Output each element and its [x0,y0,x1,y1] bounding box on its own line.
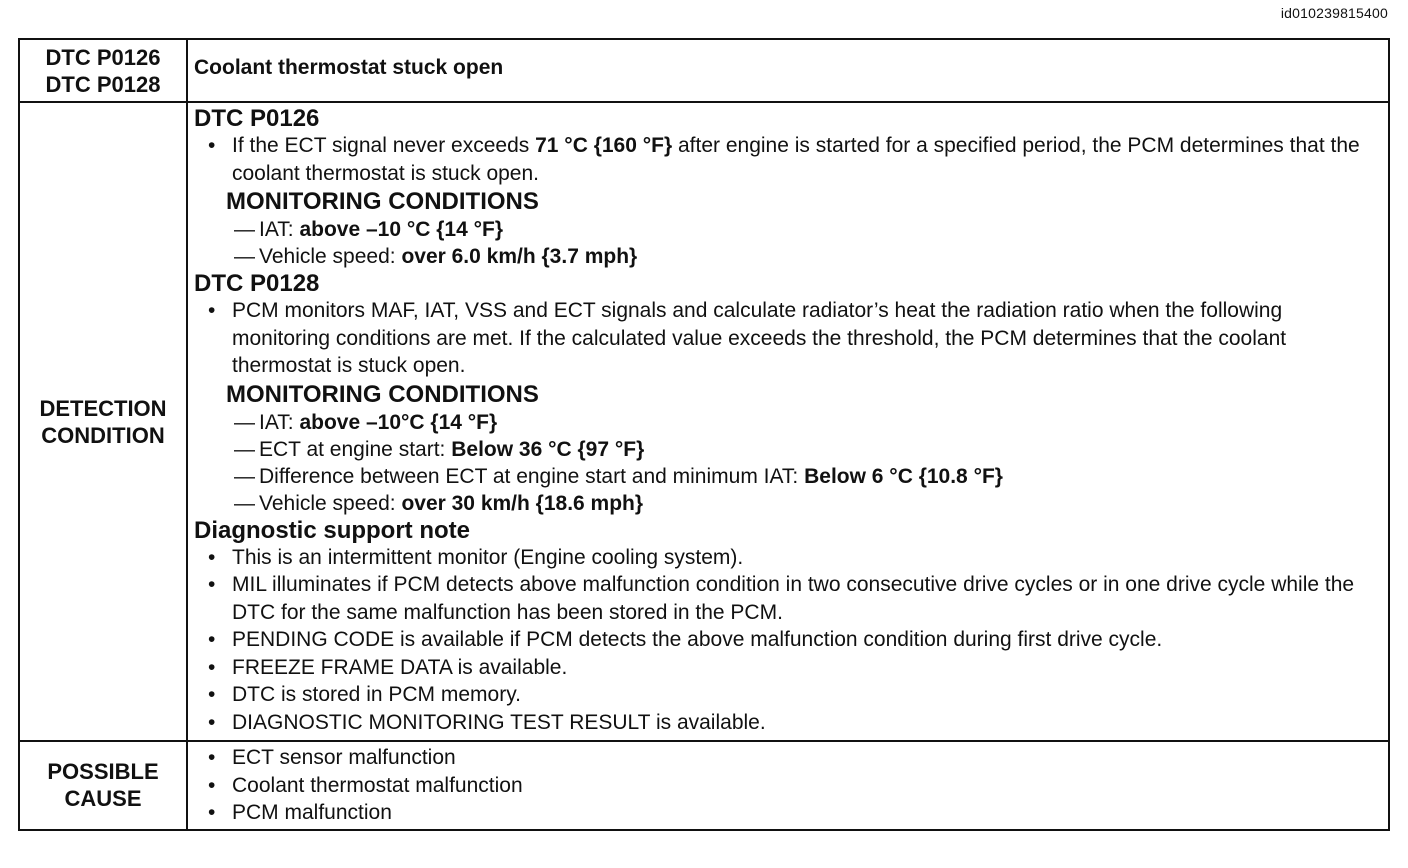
support-note-item: • DTC is stored in PCM memory. [208,681,1378,709]
condition-label: IAT: [259,218,300,241]
condition-dash: — [234,437,255,461]
cause-label-line-1: POSSIBLE [47,759,159,785]
cause-item: • ECT sensor malfunction [208,744,1378,772]
dtc-table [18,38,1390,831]
support-note-title: Diagnostic support note [194,516,470,544]
condition-value: above –10°C {14 °F} [299,410,498,434]
cause-row [19,741,1389,830]
condition-label: Vehicle speed: [259,491,402,515]
detection-label-line-2: CONDITION [41,422,165,448]
support-note-item: • FREEZE FRAME DATA is available. [208,654,1378,682]
cause-label-line-2: CAUSE [64,786,142,812]
p0126-condition-1 [234,216,1378,243]
document-id: id010239815400 [1280,5,1388,21]
detection-content [187,102,1389,741]
cause-label-cell [19,741,187,830]
p0128-condition-2 [234,436,1378,463]
condition-value: over 30 km/h {18.6 mph} [401,491,644,515]
detection-label-cell [19,102,187,741]
p0126-title: DTC P0126 [194,105,320,132]
dtc-code-cell [19,39,187,102]
cause-content [187,741,1389,830]
p0128-condition-1 [234,409,1378,436]
p0126-bullet-pre: If the ECT signal never exceeds [232,134,536,157]
dtc-code-2: DTC P0128 [45,71,161,97]
dtc-title: Coolant thermostat stuck open [187,39,1389,102]
condition-value: Below 6 °C {10.8 °F} [804,464,1003,488]
support-note-item: • MIL illuminates if PCM detects above malfunction condition in two consecutive drive cycles or in one drive cycle while the DTC for the same malfunction has been stored in the PCM. [208,571,1378,626]
detection-row [19,102,1389,741]
p0126-monitoring-title: MONITORING CONDITIONS [226,188,539,215]
dtc-code-1: DTC P0126 [45,44,161,70]
p0126-bullet [208,132,1378,187]
p0126-condition-2 [234,243,1378,270]
support-note-item: • This is an intermittent monitor (Engine cooling system). [208,544,1378,572]
support-note-item: • PENDING CODE is available if PCM detects the above malfunction condition during first drive cycle. [208,626,1378,654]
condition-value: above –10 °C {14 °F} [299,218,504,241]
detection-label-line-1: DETECTION [39,395,167,421]
cause-list [194,744,1378,827]
condition-value: Below 36 °C {97 °F} [451,437,645,461]
p0128-condition-4 [234,490,1378,517]
condition-value: over 6.0 km/h {3.7 mph} [401,245,638,268]
condition-label: IAT: [259,410,300,434]
p0128-bullet: • PCM monitors MAF, IAT, VSS and ECT signals and calculate radiator’s heat the radiation ratio when the following monitoring conditions are met. If the calculated value exceeds the threshold, the PCM determines that the coolant thermostat is stuck open. [208,297,1378,380]
header-row [19,39,1389,102]
p0128-monitoring-title: MONITORING CONDITIONS [226,380,539,408]
p0128-title: DTC P0128 [194,270,320,297]
p0128-condition-3 [234,463,1378,490]
support-note-item: • DIAGNOSTIC MONITORING TEST RESULT is available. [208,709,1378,737]
p0126-bullet-post: after engine is started for a specified period, the PCM determines that the coolant thermostat is stuck open. [232,134,1360,185]
condition-label: ECT at engine start: [259,437,452,461]
condition-label: Difference between ECT at engine start and minimum IAT: [259,464,805,488]
condition-dash: — [234,464,255,488]
condition-dash: — [234,491,255,515]
condition-label: Vehicle speed: [259,245,402,268]
condition-dash: — [234,245,255,268]
p0126-bullet-threshold: 71 °C {160 °F} [535,134,673,157]
cause-item: • PCM malfunction [208,799,1378,827]
condition-dash: — [234,218,255,241]
support-note-list [194,544,1378,737]
condition-dash: — [234,410,255,434]
cause-item: • Coolant thermostat malfunction [208,772,1378,800]
